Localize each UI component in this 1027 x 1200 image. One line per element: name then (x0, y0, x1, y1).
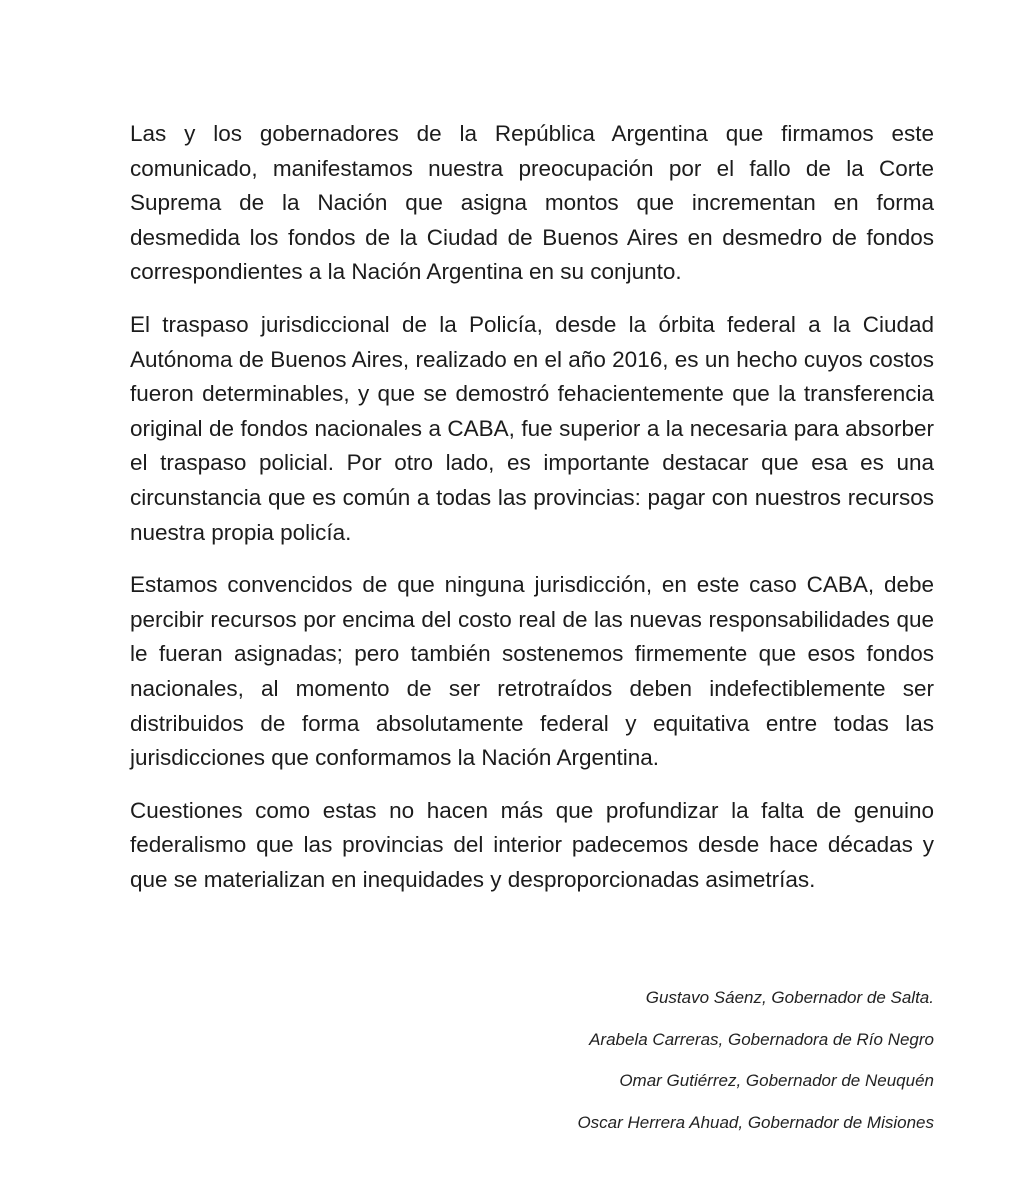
signature-rio-negro: Arabela Carreras, Gobernadora de Río Negro (589, 1029, 934, 1049)
paragraph-2: El traspaso jurisdiccional de la Policía, desde la órbita federal a la Ciudad Autónoma de Buenos Aires, realizado en el año 2016, es un hecho cuyos costos fueron determinables, y que se demostró fehacientemente que la transferencia original de fondos nacionales a CABA, fue superior a la necesaria para absorber el traspaso policial. Por otro lado, es importante destacar que esa es una circunstancia que es común a todas las provincias: pagar con nuestros recursos nuestra propia policía. (130, 311, 934, 545)
statement-body (130, 117, 934, 915)
signature-salta: Gustavo Sáenz, Gobernador de Salta. (645, 988, 934, 1007)
signature-misiones: Oscar Herrera Ahuad, Gobernador de Misiones (577, 1112, 934, 1132)
signature-block (334, 985, 934, 1151)
paragraph-1: Las y los gobernadores de la República Argentina que firmamos este comunicado, manifestamos nuestra preocupación por el fallo de la Corte Suprema de la Nación que asigna montos que incrementan en forma desmedida los fondos de la Ciudad de Buenos Aires en desmedro de fondos correspondientes a la Nación Argentina en su conjunto. (130, 121, 934, 285)
paragraph-4: Cuestiones como estas no hacen más que profundizar la falta de genuino federalismo que las provincias del interior padecemos desde hace décadas y que se materializan en inequidades y desproporcionadas asimetrías. (130, 797, 934, 892)
paragraph-3: Estamos convencidos de que ninguna jurisdicción, en este caso CABA, debe percibir recursos por encima del costo real de las nuevas responsabilidades que le fueran asignadas; pero también sostenemos firmemente que esos fondos nacionales, al momento de ser retrotraídos deben indefectiblemente ser distribuidos de forma absolutamente federal y equitativa entre todas las jurisdicciones que conformamos la Nación Argentina. (130, 572, 934, 771)
signature-neuquen: Omar Gutiérrez, Gobernador de Neuquén (619, 1071, 934, 1090)
